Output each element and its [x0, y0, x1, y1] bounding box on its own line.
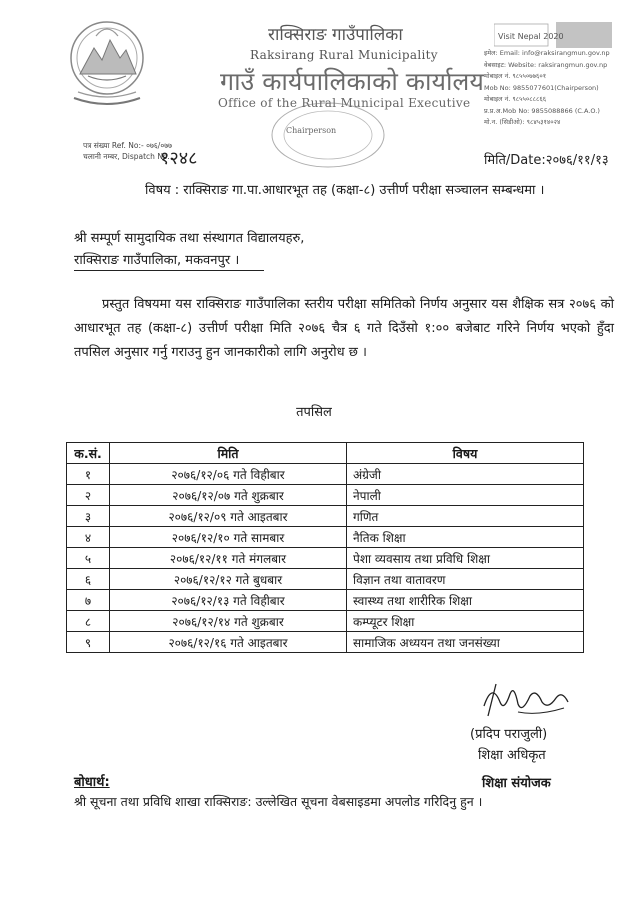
cell-sn: ९ [67, 632, 110, 653]
cell-subject: स्वास्थ्य तथा शारीरिक शिक्षा [347, 590, 584, 611]
contact-line: मोबाइल नं. ९८५५०७७६०१ [484, 72, 547, 80]
schedule-table [66, 442, 584, 653]
office-stamp [268, 100, 388, 170]
letter-no-label: पत्र संख्या Ref. No:- [83, 141, 144, 150]
office-name-np: गाउँ कार्यपालिकाको कार्यालय [220, 67, 484, 96]
cell-sn: ४ [67, 527, 110, 548]
cell-sn: ६ [67, 569, 110, 590]
cell-sn: ३ [67, 506, 110, 527]
letter-no-value: ०७६/०७७ [146, 141, 173, 150]
table-row [67, 632, 584, 653]
contact-line: वेबसाइट: Website: raksirangmun.gov.np [484, 60, 608, 69]
cell-date: २०७६/१२/१२ गते बुधबार [110, 569, 347, 590]
table-row [67, 611, 584, 632]
cell-subject: पेशा व्यवसाय तथा प्रविधि शिक्षा [347, 548, 584, 569]
subject-line: विषय : राक्सिराङ गा.पा.आधारभूत तह (कक्षा-८) उत्तीर्ण परीक्षा सञ्चालन सम्बन्धमा । [145, 183, 545, 198]
cell-date: २०७६/१२/११ गते मंगलबार [110, 548, 347, 569]
addressee-line-1: श्री सम्पूर्ण सामुदायिक तथा संस्थागत विद्यालयहरु, [74, 231, 305, 246]
letter-date [484, 150, 609, 168]
cell-date: २०७६/१२/१३ गते विहीबार [110, 590, 347, 611]
body-paragraph: प्रस्तुत विषयमा यस राक्सिराङ गाउँपालिका स्तरीय परीक्षा समितिको निर्णय अनुसार यस शैक्षिक सत्र २०७६ को आधारभूत तह (कक्षा-८) उत्तीर्ण परीक्षा मिति २०७६ चैत्र ६ गते दिउँसो १:०० बजेबाट गरिने निर्णय भएको हुँदा तपसिल अनुसार गर्नु गराउनु हुन जानकारीको लागि अनुरोध छ । [74, 297, 614, 360]
cell-subject: विज्ञान तथा वातावरण [347, 569, 584, 590]
table-row [67, 548, 584, 569]
contact-block [484, 48, 624, 129]
visit-nepal-logo-text: Visit Nepal 2020 [498, 32, 564, 41]
table-header-row [67, 443, 584, 464]
divider [74, 270, 264, 271]
dispatch-label: चलानी नम्बर, Dispatch No. [83, 152, 170, 161]
col-header-date: मिति [110, 443, 347, 464]
cell-date: २०७६/१२/०९ गते आइतबार [110, 506, 347, 527]
nepal-emblem-icon [66, 14, 148, 112]
cell-subject: गणित [347, 506, 584, 527]
coordinator-label: शिक्षा संयोजक [482, 776, 551, 791]
cell-date: २०७६/१२/१० गते सामबार [110, 527, 347, 548]
addressee-line-2: राक्सिराङ गाउँपालिका, मकवनपुर । [74, 253, 240, 268]
date-value: २०७६/११/१३ [545, 153, 609, 168]
cell-date: २०७६/१२/०७ गते शुक्रबार [110, 485, 347, 506]
cell-sn: ८ [67, 611, 110, 632]
col-header-subject: विषय [347, 443, 584, 464]
signatory-name: (प्रदिप पराजुली) [470, 727, 548, 742]
cell-sn: ७ [67, 590, 110, 611]
handwritten-signature [478, 676, 572, 722]
cell-subject: नैतिक शिक्षा [347, 527, 584, 548]
table-row [67, 569, 584, 590]
table-row [67, 485, 584, 506]
cell-sn: ५ [67, 548, 110, 569]
bodharth-label: बोधार्थ: [74, 775, 110, 790]
cell-subject: नेपाली [347, 485, 584, 506]
contact-line: Mob No: 9855077601(Chairperson) [484, 83, 599, 92]
cell-subject: अंग्रेजी [347, 464, 584, 485]
table-row [67, 590, 584, 611]
schedule-title: तपसिल [296, 405, 332, 420]
cc-notice: श्री सूचना तथा प्रविधि शाखा राक्सिराङ: उल्लेखित सूचना वेबसाइडमा अपलोड गरिदिनु हुन । [74, 794, 483, 809]
cell-sn: २ [67, 485, 110, 506]
office-name-en: Office of the Rural Municipal Executive [218, 96, 471, 110]
cell-date: २०७६/१२/०६ गते विहीबार [110, 464, 347, 485]
signatory-title: शिक्षा अधिकृत [478, 748, 546, 763]
visit-nepal-logo [494, 22, 612, 48]
col-header-sn: क.सं. [67, 443, 110, 464]
dispatch-number: १२४८ [160, 148, 198, 169]
date-label: मिति/Date: [484, 153, 546, 168]
cell-date: २०७६/१२/१४ गते शुक्रबार [110, 611, 347, 632]
cell-subject: कम्प्यूटर शिक्षा [347, 611, 584, 632]
municipality-name-en: Raksirang Rural Municipality [250, 48, 438, 62]
contact-line: मो.न. (सिडीओ): ९८४५३१४०२४ [484, 118, 561, 126]
contact-line: प्र.प्र.अ.Mob No: 9855088866 (C.A.O.) [484, 106, 600, 115]
table-row [67, 527, 584, 548]
table-row [67, 464, 584, 485]
contact-line: इमेल: Email: info@raksirangmun.gov.np [484, 49, 610, 57]
table-row [67, 506, 584, 527]
contact-line: मोबाइल नं. ९८५५०८८८६६ [484, 95, 547, 103]
reference-block [83, 140, 172, 162]
stamp-text: Chairperson [286, 126, 337, 135]
cell-sn: १ [67, 464, 110, 485]
cell-date: २०७६/१२/१६ गते आइतबार [110, 632, 347, 653]
cell-subject: सामाजिक अध्ययन तथा जनसंख्या [347, 632, 584, 653]
